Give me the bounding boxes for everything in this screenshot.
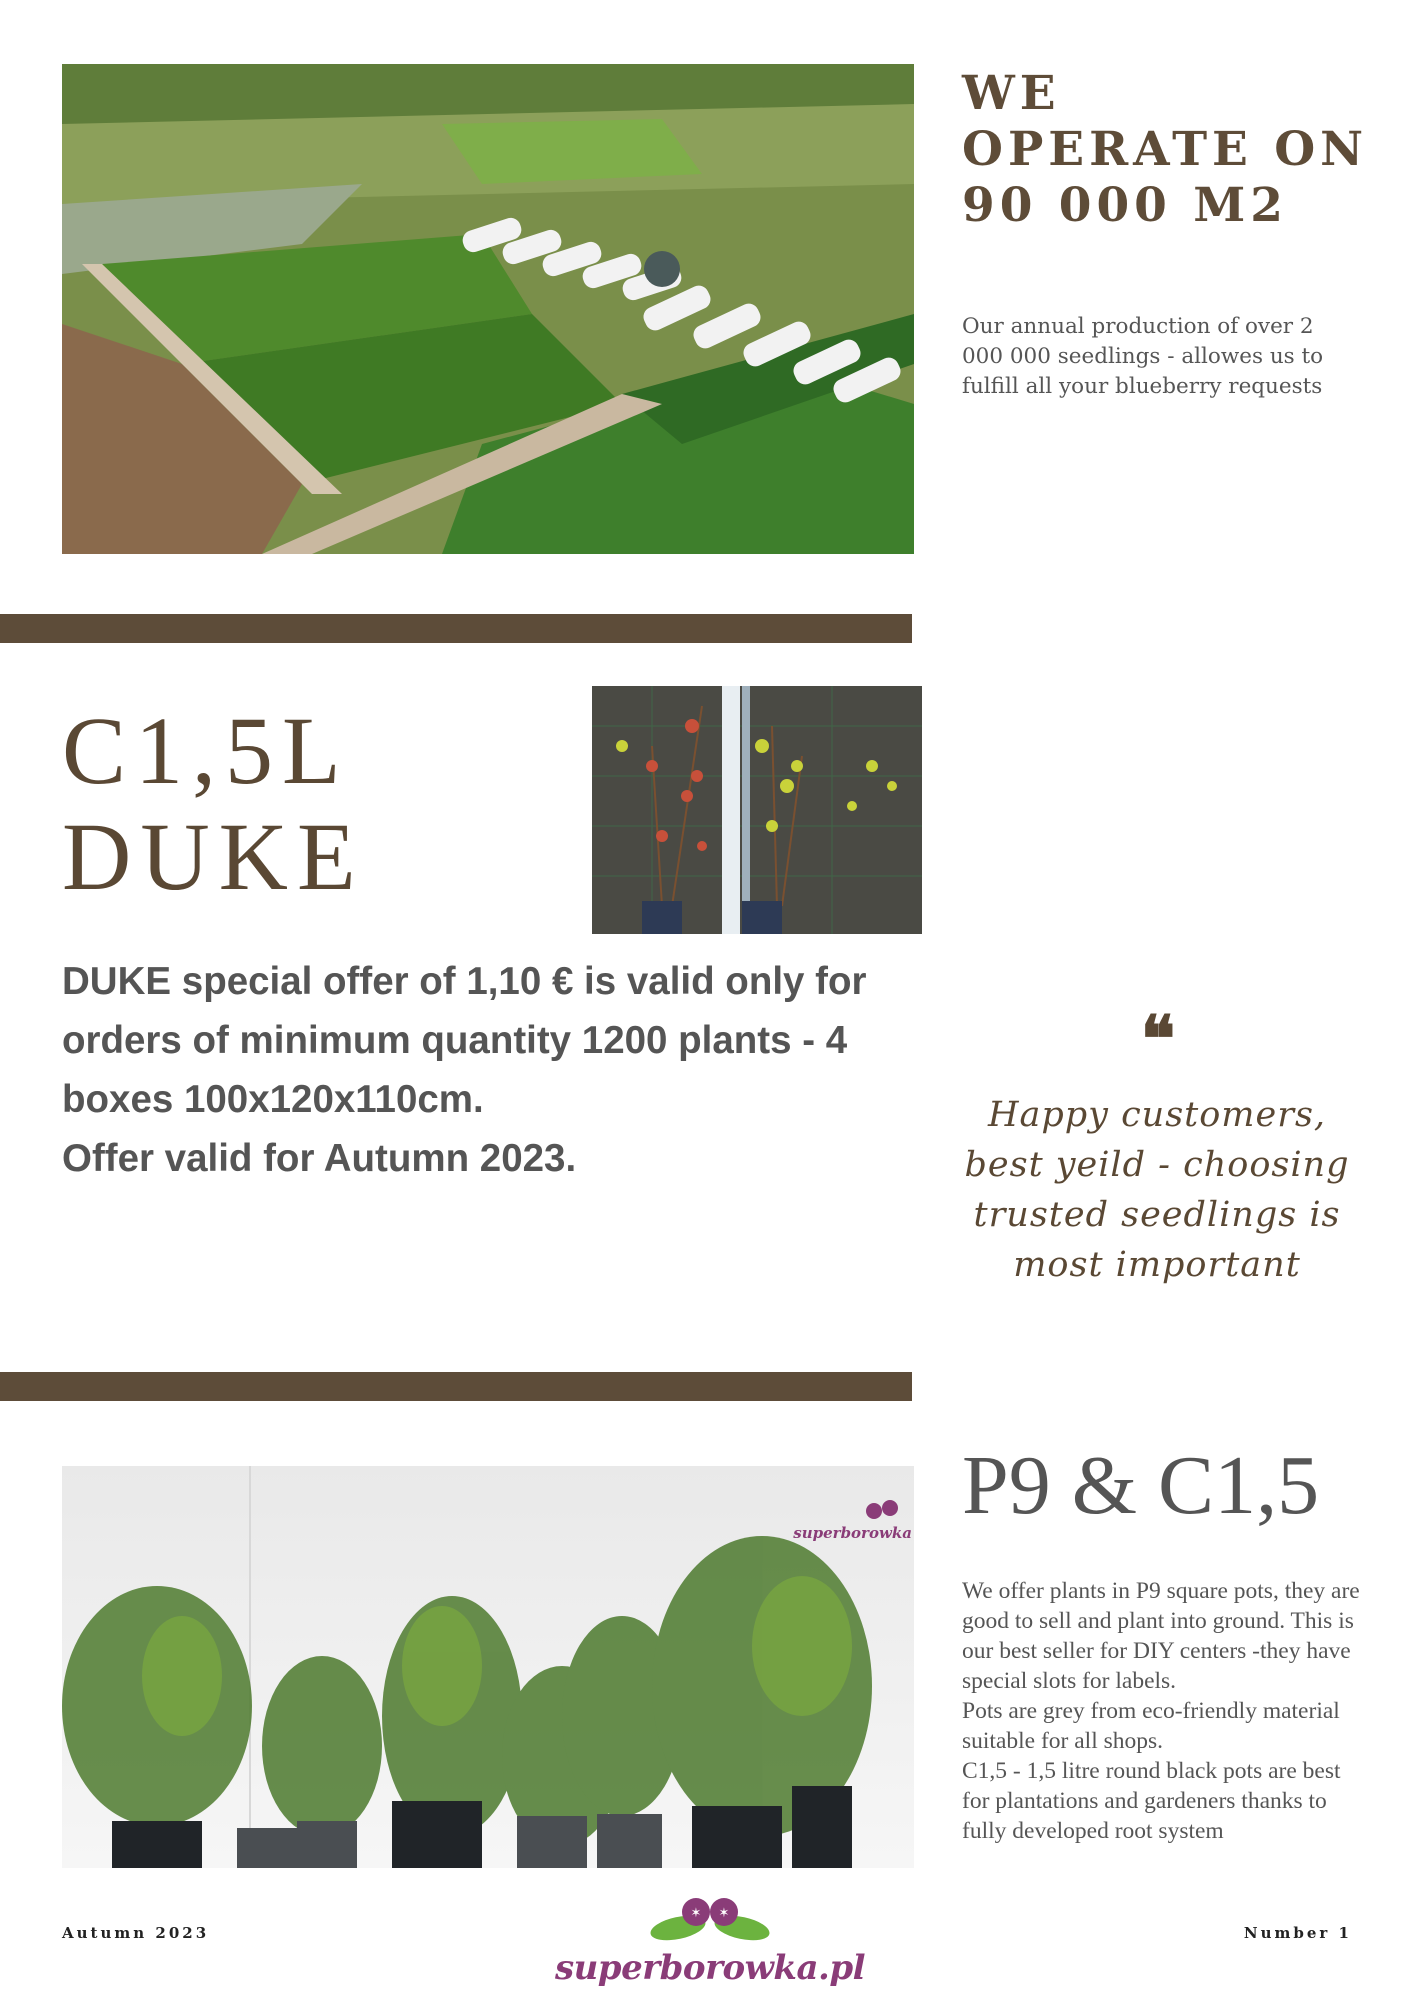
quote-mark-icon: ❝ (1140, 1002, 1176, 1077)
aerial-farm-photo (62, 64, 914, 554)
customer-quote: Happy customers, best yeild - choosing trusted seedlings is most important (964, 1095, 1350, 1285)
divider-bar-top (0, 614, 912, 643)
duke-heading: C1,5L DUKE (62, 697, 365, 910)
footer-issue-number: Number 1 (1243, 1924, 1352, 1942)
production-paragraph: Our annual production of over 2 000 000 seedlings - allowes us to fulfill all your blueberry requests (962, 314, 1324, 399)
special-offer-text: DUKE special offer of 1,10 € is valid only for orders of minimum quantity 1200 plants - 4 boxes 100x120x110cm. Offer valid for Autumn 2023. (62, 960, 867, 1180)
blueberry-logo-icon (530, 1888, 890, 1950)
svg-text:✶: ✶ (690, 1906, 702, 1921)
footer-season: Autumn 2023 (62, 1924, 210, 1942)
svg-text:✶: ✶ (718, 1906, 730, 1921)
duke-plants-photo (592, 686, 922, 934)
pots-heading: P9 & C1,5 (962, 1439, 1320, 1532)
divider-bar-bottom (0, 1372, 912, 1401)
operate-heading: WE OPERATE ON 90 000 M2 (962, 66, 1369, 233)
photo-watermark: superborowka (793, 1524, 912, 1542)
brand-logo (530, 1888, 890, 1998)
potted-plants-photo (62, 1466, 914, 1868)
pots-paragraph: We offer plants in P9 square pots, they are good to sell and plant into ground. This is our best seller for DIY centers -they have special slots for labels. Pots are grey from eco-friendly material suitable for all shops. C1,5 - 1,5 litre round black pots are best for plantations and gardeners thanks to fully developed root system (962, 1578, 1360, 1844)
logo-text: superborowka.pl (554, 1948, 866, 1988)
